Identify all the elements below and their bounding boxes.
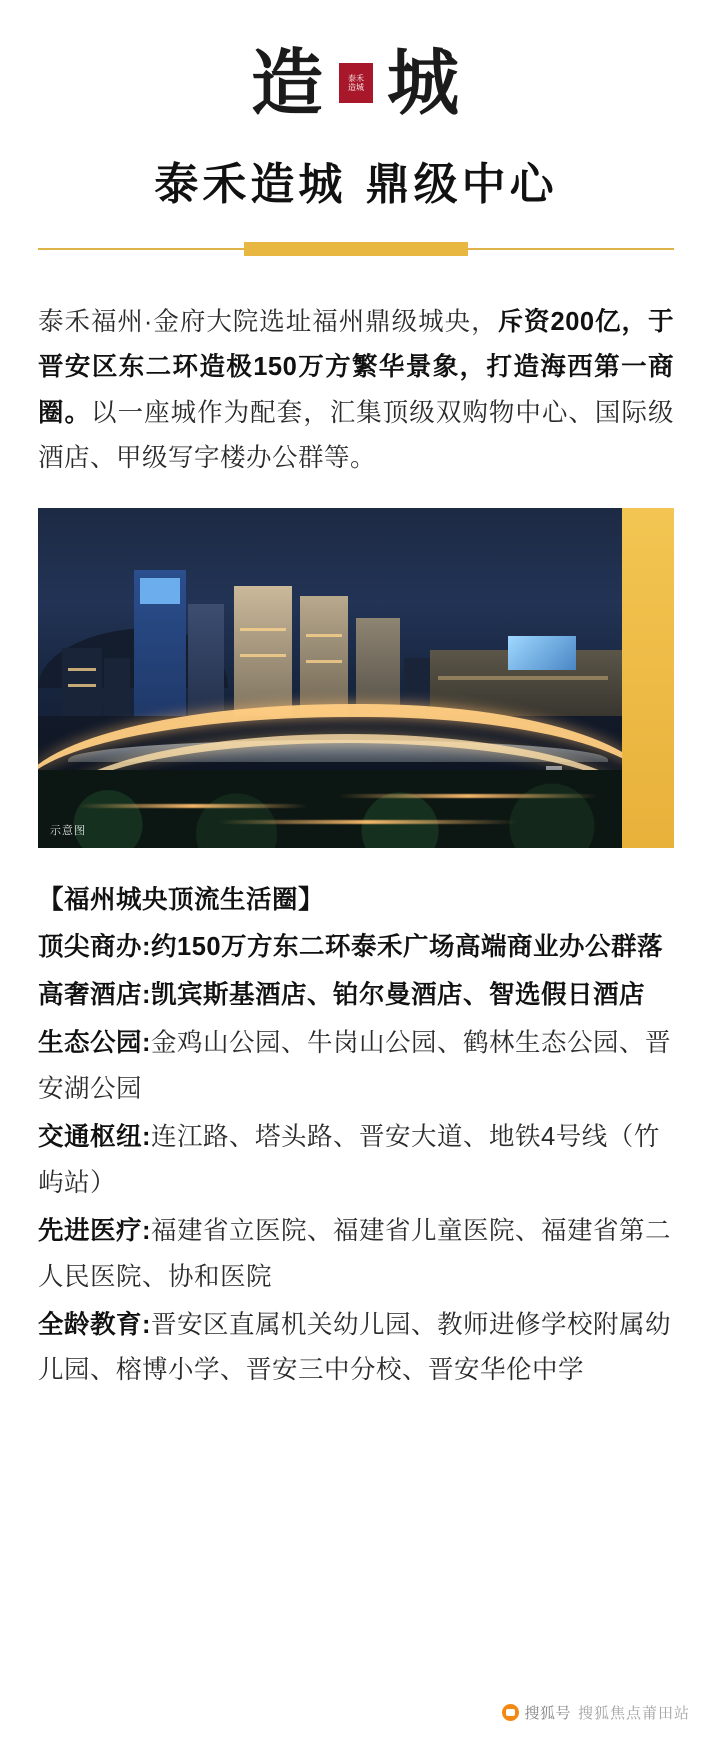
list-item [38, 925, 674, 971]
logo-char-cheng: 城 [387, 40, 462, 125]
list-item-value: 约150万方东二环泰禾广场高端商业办公群落 [151, 933, 664, 962]
sohu-logo-icon [502, 1704, 519, 1721]
page-title: 泰禾造城 鼎级中心 [154, 159, 558, 210]
list-item [38, 1303, 674, 1395]
photo-light-streak [218, 820, 518, 824]
photo-block [38, 508, 674, 848]
list-item-sep: : [142, 933, 152, 962]
lead-paragraph [38, 300, 674, 482]
photo-caption: 示意图 [50, 824, 86, 837]
lead-segment-1: 泰禾福州·金府大院选址福州鼎级城央， [38, 308, 498, 336]
list-item-sep: : [142, 1216, 152, 1245]
sohu-account-mark [502, 1702, 571, 1723]
photo-light-streak [78, 804, 308, 808]
sohu-account-label: 搜狐号 [524, 1705, 571, 1722]
list-item [38, 1021, 674, 1113]
lead-segment-3: 以一座城作为配套，汇集顶级双购物中心、国际级酒店、甲级写字楼办公群等。 [38, 398, 674, 473]
list-item-key: 顶尖商办 [38, 933, 143, 962]
list-item [38, 1115, 674, 1207]
watermark-text: 搜狐焦点莆田站 [577, 1705, 690, 1722]
footer-watermark [502, 1702, 690, 1723]
list-item-sep: : [142, 1310, 152, 1339]
list-item-value: 连江路、塔头路、晋安大道、地铁4号线（竹屿站） [38, 1122, 660, 1197]
photo-window [438, 676, 608, 680]
photo-light-streak [338, 794, 598, 798]
list-item-value: 金鸡山公园、牛岗山公园、鹤林生态公园、晋安湖公园 [38, 1029, 672, 1104]
feature-list [38, 878, 674, 1395]
feature-list-heading: 【福州城央顶流生活圈】 [38, 885, 325, 914]
list-item-value: 凯宾斯基酒店、铂尔曼酒店、智选假日酒店 [151, 981, 646, 1010]
list-item-value: 晋安区直属机关幼儿园、教师进修学校附属幼儿园、榕博小学、晋安三中分校、晋安华伦中学 [38, 1310, 672, 1385]
masthead [38, 0, 674, 256]
gold-divider [38, 242, 674, 256]
list-item-sep: : [142, 1029, 152, 1058]
list-item [38, 1209, 674, 1301]
list-item-value: 福建省立医院、福建省儿童医院、福建省第二人民医院、协和医院 [38, 1216, 672, 1291]
list-item-key: 全龄教育 [38, 1310, 143, 1339]
divider-block [244, 242, 468, 256]
list-item-key: 高奢酒店 [38, 981, 143, 1010]
seal-stamp-icon [339, 63, 373, 103]
photo-gold-accent-bar [622, 508, 674, 848]
city-night-aerial-photo [38, 508, 622, 848]
photo-window [68, 668, 96, 671]
seal-line-1: 泰禾 [348, 73, 364, 83]
logo-row [38, 40, 674, 126]
list-item-sep: : [142, 981, 152, 1010]
list-item [38, 973, 674, 1019]
photo-window [306, 660, 342, 663]
photo-billboard [508, 636, 576, 670]
list-item-key: 先进医疗 [38, 1216, 143, 1245]
lead-segment-2: 斥资200亿，于晋安区东二环造极150万方繁华景象，打造海西第一商圈。 [38, 308, 675, 427]
photo-window [240, 654, 286, 657]
logo-char-zao: 造 [250, 40, 325, 125]
photo-window [68, 684, 96, 687]
photo-window [240, 628, 286, 631]
list-item-key: 交通枢纽 [38, 1122, 143, 1151]
seal-line-2: 造城 [348, 83, 364, 92]
photo-tree-line [38, 770, 622, 848]
list-item-sep: : [142, 1122, 152, 1151]
photo-window [306, 634, 342, 637]
list-item-key: 生态公园 [38, 1029, 143, 1058]
